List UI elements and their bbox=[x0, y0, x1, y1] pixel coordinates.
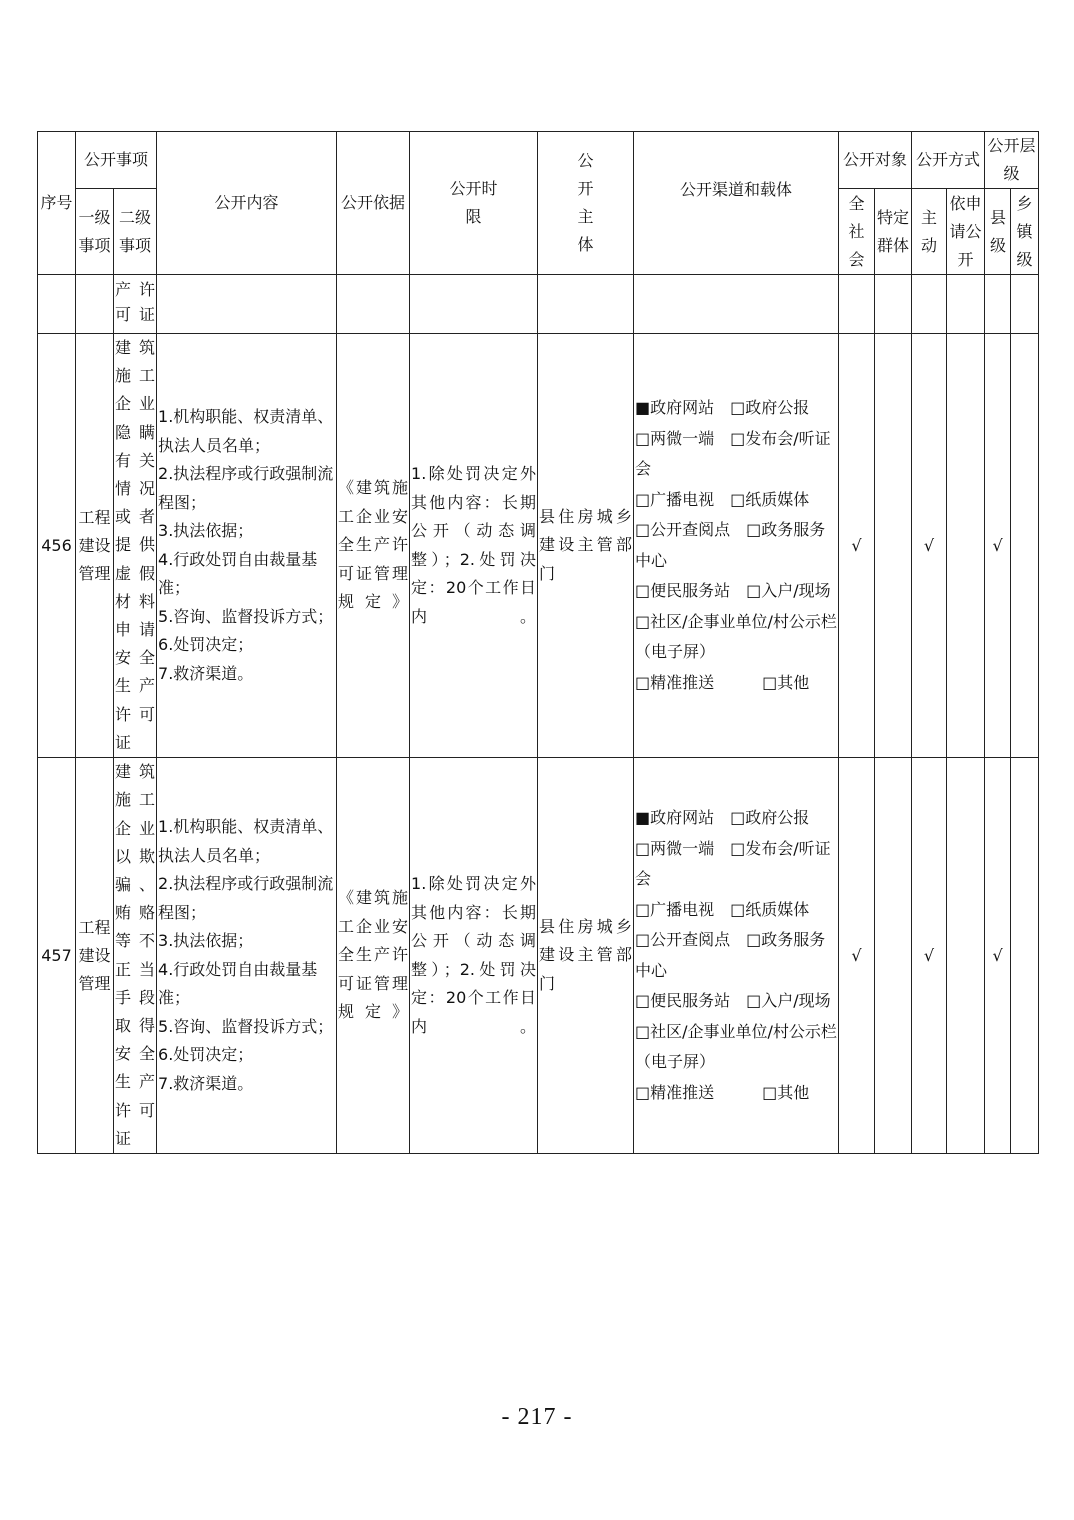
channel-line: □社区/企事业单位/村公示栏（电子屏） bbox=[635, 1021, 837, 1072]
content-line: 6.处罚决定； bbox=[158, 635, 254, 655]
table-row bbox=[38, 758, 1039, 1154]
channel-line: □便民服务站 □入户/现场 bbox=[635, 991, 831, 1011]
cell-subject: 县住房城乡建设主管部门 bbox=[538, 334, 634, 758]
cell-empty bbox=[875, 275, 912, 334]
content-line: 3.执法依据； bbox=[158, 521, 254, 541]
cell-level2: 建筑施工企业隐瞒有关情况或者提供虚假材料申请安全生产许可证 bbox=[114, 334, 157, 758]
cell-empty bbox=[985, 275, 1011, 334]
cell-audience-specific bbox=[875, 758, 912, 1154]
header-audience-specific: 特定群体 bbox=[875, 189, 912, 275]
cell-level2: 产许可证 bbox=[114, 275, 157, 334]
channel-line: □精准推送 □其他 bbox=[635, 672, 810, 692]
cell-empty bbox=[38, 275, 76, 334]
channel-line: □两微一端 □发布会/听证会 bbox=[635, 428, 831, 479]
cell-seq: 456 bbox=[38, 334, 76, 758]
channel-line: □便民服务站 □入户/现场 bbox=[635, 581, 831, 601]
cell-audience-specific bbox=[875, 334, 912, 758]
header-method-request: 依申请公开 bbox=[947, 189, 985, 275]
header-level-township: 乡镇级 bbox=[1011, 189, 1039, 275]
content-line: 7.救济渠道。 bbox=[158, 663, 254, 683]
header-level2: 二级事项 bbox=[114, 189, 157, 275]
cell-channels bbox=[634, 758, 839, 1154]
header-audience-all: 全社会 bbox=[839, 189, 875, 275]
cell-empty bbox=[157, 275, 337, 334]
cell-empty bbox=[410, 275, 538, 334]
page-number: - 217 - bbox=[501, 1404, 573, 1430]
header-seq: 序号 bbox=[38, 132, 76, 275]
cell-empty bbox=[337, 275, 410, 334]
disclosure-table bbox=[37, 131, 1039, 1154]
table-row-continuation bbox=[38, 275, 1039, 334]
cell-empty bbox=[1011, 275, 1039, 334]
channel-line: ■政府网站 □政府公报 bbox=[635, 808, 810, 828]
channel-line: □公开查阅点 □政务服务中心 bbox=[635, 520, 826, 570]
header-level-county: 县级 bbox=[985, 189, 1011, 275]
cell-empty bbox=[947, 275, 985, 334]
channel-line: □社区/企事业单位/村公示栏（电子屏） bbox=[635, 611, 837, 662]
cell-level1: 工程建设管理 bbox=[76, 758, 114, 1154]
header-level1: 一级事项 bbox=[76, 189, 114, 275]
cell-method-active: √ bbox=[912, 334, 947, 758]
cell-level1: 工程建设管理 bbox=[76, 334, 114, 758]
content-line: 2.执法程序或行政强制流程图； bbox=[158, 874, 334, 922]
cell-channels bbox=[634, 334, 839, 758]
cell-empty bbox=[912, 275, 947, 334]
content-line: 5.咨询、监督投诉方式； bbox=[158, 1016, 334, 1036]
cell-basis: 《建筑施工企业安全生产许可证管理规定》 bbox=[337, 758, 410, 1154]
channel-line: □广播电视 □纸质媒体 bbox=[635, 899, 810, 919]
cell-seq: 457 bbox=[38, 758, 76, 1154]
channel-line: ■政府网站 □政府公报 bbox=[635, 398, 810, 418]
cell-content bbox=[157, 758, 337, 1154]
header-level-group: 公开层级 bbox=[985, 132, 1039, 189]
cell-empty bbox=[839, 275, 875, 334]
content-line: 5.咨询、监督投诉方式； bbox=[158, 606, 334, 626]
cell-subject: 县住房城乡建设主管部门 bbox=[538, 758, 634, 1154]
cell-empty bbox=[538, 275, 634, 334]
header-content: 公开内容 bbox=[157, 132, 337, 275]
table-row bbox=[38, 334, 1039, 758]
header-subject: 公开主体 bbox=[538, 132, 634, 275]
content-line: 4.行政处罚自由裁量基准； bbox=[158, 959, 318, 1008]
channel-line: □公开查阅点 □政务服务中心 bbox=[635, 930, 826, 980]
content-line: 1.机构职能、权责清单、执法人员名单； bbox=[158, 407, 334, 455]
cell-method-request bbox=[947, 758, 985, 1154]
cell-method-active: √ bbox=[912, 758, 947, 1154]
cell-level2: 建筑施工企业以欺骗、贿赂等不正当手段取得安全生产许可证 bbox=[114, 758, 157, 1154]
header-items-group: 公开事项 bbox=[76, 132, 157, 189]
cell-time-limit: 1.除处罚决定外其他内容：长期公开（动态调整）；2.处罚决定：20个工作日内。 bbox=[410, 758, 538, 1154]
content-line: 1.机构职能、权责清单、执法人员名单； bbox=[158, 817, 334, 865]
content-line: 4.行政处罚自由裁量基准； bbox=[158, 549, 318, 598]
header-row-1 bbox=[38, 132, 1039, 189]
header-method-active: 主动 bbox=[912, 189, 947, 275]
cell-basis: 《建筑施工企业安全生产许可证管理规定》 bbox=[337, 334, 410, 758]
header-time-limit: 公开时限 bbox=[410, 132, 538, 275]
header-audience-group: 公开对象 bbox=[839, 132, 912, 189]
cell-audience-all: √ bbox=[839, 334, 875, 758]
header-basis: 公开依据 bbox=[337, 132, 410, 275]
content-line: 3.执法依据； bbox=[158, 931, 254, 951]
cell-audience-all: √ bbox=[839, 758, 875, 1154]
content-line: 7.救济渠道。 bbox=[158, 1073, 254, 1093]
cell-time-limit: 1.除处罚决定外其他内容：长期公开（动态调整）；2.处罚决定：20个工作日内。 bbox=[410, 334, 538, 758]
cell-level-county: √ bbox=[985, 334, 1011, 758]
channel-line: □两微一端 □发布会/听证会 bbox=[635, 838, 831, 889]
cell-level-county: √ bbox=[985, 758, 1011, 1154]
cell-method-request bbox=[947, 334, 985, 758]
cell-empty bbox=[76, 275, 114, 334]
content-line: 6.处罚决定； bbox=[158, 1045, 254, 1065]
cell-empty bbox=[634, 275, 839, 334]
content-line: 2.执法程序或行政强制流程图； bbox=[158, 464, 334, 512]
header-channels: 公开渠道和载体 bbox=[634, 132, 839, 275]
cell-level-township bbox=[1011, 334, 1039, 758]
cell-level-township bbox=[1011, 758, 1039, 1154]
channel-line: □精准推送 □其他 bbox=[635, 1082, 810, 1102]
channel-line: □广播电视 □纸质媒体 bbox=[635, 489, 810, 509]
cell-content bbox=[157, 334, 337, 758]
header-method-group: 公开方式 bbox=[912, 132, 985, 189]
